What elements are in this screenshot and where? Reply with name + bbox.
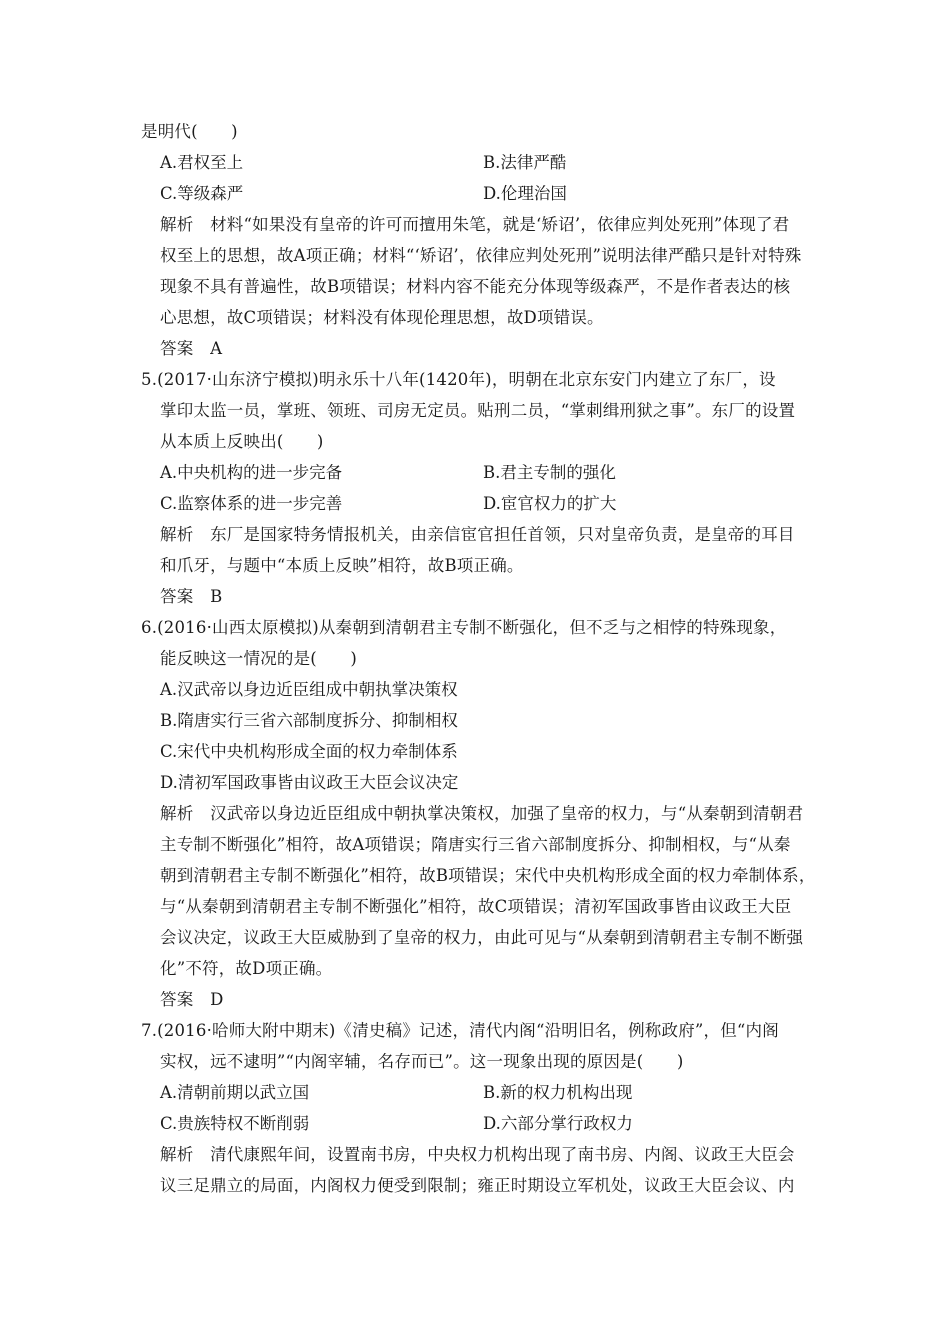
q6-option-d: D.清初军国政事皆由议政王大臣会议决定: [160, 773, 459, 792]
q6-analysis-line: 与“从秦朝到清朝君主专制不断强化”相符，故C项错误；清初军国政事皆由议政王大臣: [160, 897, 792, 916]
q6-analysis-line: 解析 汉武帝以身边近臣组成中朝执掌决策权，加强了皇帝的权力，与“从秦朝到清朝君: [160, 804, 804, 823]
q7-option-b: B.新的权力机构出现: [483, 1083, 633, 1102]
q4-stem-tail: 是明代( ): [141, 122, 238, 141]
q6-analysis-line: 朝到清朝君主专制不断强化”相符，故B项错误；宋代中央机构形成全面的权力牵制体系，: [160, 866, 816, 885]
q5-stem-line: 从本质上反映出( ): [160, 432, 324, 451]
q4-analysis-line: 权至上的思想，故A项正确；材料“‘矫诏’，依律应判处死刑”说明法律严酷只是针对特殊: [160, 246, 802, 265]
q5-option-c: C.监察体系的进一步完善: [160, 494, 343, 513]
q4-option-c: C.等级森严: [160, 184, 244, 203]
q6-option-a: A.汉武帝以身边近臣组成中朝执掌决策权: [160, 680, 458, 699]
q5-stem-line: 掌印太监一员，掌班、领班、司房无定员。贴刑二员，“掌刺缉刑狱之事”。东厂的设置: [160, 401, 796, 420]
q7-stem-line: 7.(2016·哈师大附中期末)《清史稿》记述，清代内阁“沿明旧名，例称政府”，但“内阁: [141, 1021, 779, 1040]
q4-analysis-line: 解析 材料“如果没有皇帝的许可而擅用朱笔，就是‘矫诏’，依律应判处死刑”体现了君: [160, 215, 790, 234]
q7-stem-line: 实权，远不逮明”“内阁宰辅，名存而已”。这一现象出现的原因是( ): [160, 1052, 684, 1071]
q5-stem-line: 5.(2017·山东济宁模拟)明永乐十八年(1420年)，明朝在北京东安门内建立了东厂，设: [141, 370, 776, 389]
q7-analysis-line: 议三足鼎立的局面，内阁权力便受到限制；雍正时期设立军机处，议政王大臣会议、内: [160, 1176, 795, 1195]
q7-option-a: A.清朝前期以武立国: [160, 1083, 310, 1102]
q5-option-d: D.宦官权力的扩大: [483, 494, 617, 513]
q4-analysis-line: 现象不具有普遍性，故B项错误；材料内容不能充分体现等级森严，不是作者表达的核: [160, 277, 791, 296]
q6-analysis-line: 化”不符，故D项正确。: [160, 959, 333, 978]
q4-option-a: A.君权至上: [160, 153, 244, 172]
q5-option-b: B.君主专制的强化: [483, 463, 616, 482]
q7-analysis-line: 解析 清代康熙年间，设置南书房，中央权力机构出现了南书房、内阁、议政王大臣会: [160, 1145, 795, 1164]
q4-analysis-line: 心思想，故C项错误；材料没有体现伦理思想，故D项错误。: [160, 308, 604, 327]
q5-analysis-line: 和爪牙，与题中“本质上反映”相符，故B项正确。: [160, 556, 524, 575]
q5-answer: 答案 B: [160, 587, 223, 606]
q6-stem-line: 能反映这一情况的是( ): [160, 649, 357, 668]
q6-analysis-line: 主专制不断强化”相符，故A项错误；隋唐实行三省六部制度拆分、抑制相权，与“从秦: [160, 835, 791, 854]
q5-analysis-line: 解析 东厂是国家特务情报机关，由亲信宦官担任首领，只对皇帝负责，是皇帝的耳目: [160, 525, 795, 544]
q6-analysis-line: 会议决定，议政王大臣威胁到了皇帝的权力，由此可见与“从秦朝到清朝君主专制不断强: [160, 928, 804, 947]
q4-option-d: D.伦理治国: [483, 184, 567, 203]
q6-option-c: C.宋代中央机构形成全面的权力牵制体系: [160, 742, 458, 761]
q7-option-d: D.六部分掌行政权力: [483, 1114, 633, 1133]
q4-option-b: B.法律严酷: [483, 153, 567, 172]
q6-option-b: B.隋唐实行三省六部制度拆分、抑制相权: [160, 711, 458, 730]
q7-option-c: C.贵族特权不断削弱: [160, 1114, 310, 1133]
q5-option-a: A.中央机构的进一步完备: [160, 463, 343, 482]
q6-answer: 答案 D: [160, 990, 224, 1009]
q4-answer: 答案 A: [160, 339, 223, 358]
q6-stem-line: 6.(2016·山西太原模拟)从秦朝到清朝君主专制不断强化，但不乏与之相悖的特殊现象，: [141, 618, 787, 637]
